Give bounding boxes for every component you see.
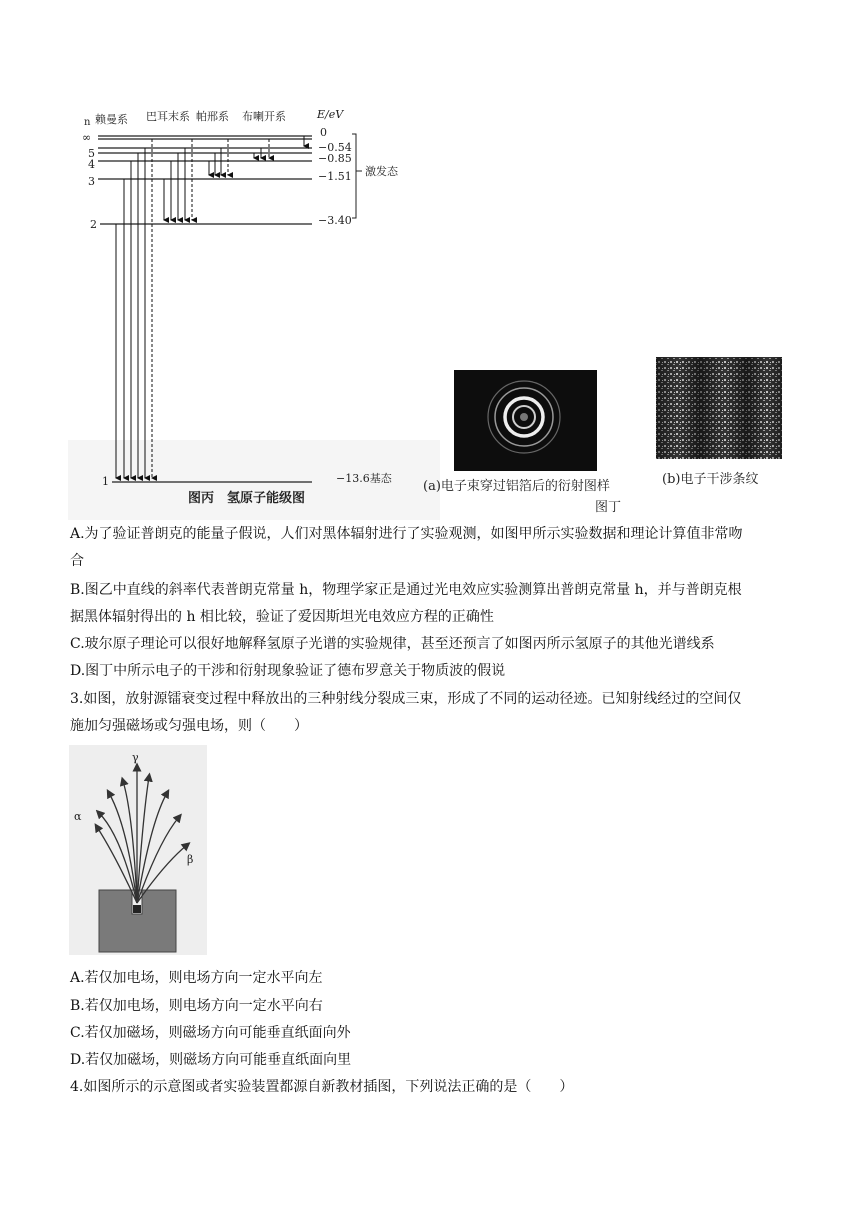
gamma-label: γ [132,751,139,764]
figure-ding-caption: 图丁 [595,500,622,515]
interference-caption: (b)电子干涉条纹 [662,472,759,487]
option-a-line1: A.为了验证普朗克的能量子假说，人们对黑体辐射进行了实验观测，如图甲所示实验数据和理论计算值非常吻 [70,526,743,542]
energy-value-5: −0.54 [318,141,352,154]
beta-label: β [187,853,194,866]
question-3-line2: 施加匀强磁场或匀强电场，则（ ） [70,718,308,734]
q3-option-d: D.若仅加磁场，则磁场方向可能垂直纸面向里 [70,1052,352,1068]
balmer-arrows [164,148,185,220]
energy-value-0: 0 [320,126,327,139]
level-label-4: 4 [88,158,95,171]
series-label-paschen: 帕邢系 [196,110,229,123]
energy-value-4: −0.85 [318,152,352,165]
lyman-arrows [116,148,145,478]
option-b-line1: B.图乙中直线的斜率代表普朗克常量 h，物理学家正是通过光电效应实验测算出普朗克常量 h，并与普朗克根 [70,582,742,598]
series-label-brackett: 布喇开系 [242,110,286,123]
q3-option-a: A.若仅加电场，则电场方向一定水平向左 [70,970,323,986]
energy-value-3: −1.51 [318,170,352,183]
energy-value-2: −3.40 [318,214,352,227]
level-label-2: 2 [90,218,97,231]
alpha-label: α [74,810,82,823]
option-a-line2: 合 [70,553,84,569]
diffraction-caption: (a)电子束穿过铝箔后的衍射图样 [423,479,610,494]
question-4: 4.如图所示的示意图或者实验装置都源自新教材插图，下列说法正确的是（ ） [70,1079,574,1095]
option-c: C.玻尔原子理论可以很好地解释氢原子光谱的实验规律，甚至还预言了如图丙所示氢原子的其他光谱线系 [70,636,715,652]
n-header: n [84,117,91,128]
decay-figure [69,745,207,955]
level-label-1: 1 [102,475,109,488]
energy-diagram-caption: 图丙 氢原子能级图 [188,491,306,506]
q3-option-b: B.若仅加电场，则电场方向一定水平向右 [70,998,323,1014]
electron-images-figure [418,355,798,517]
level-lines [98,136,312,482]
energy-axis-label: E/eV [317,108,344,121]
option-d: D.图丁中所示电子的干涉和衍射现象验证了德布罗意关于物质波的假说 [70,663,506,679]
energy-value-1: −13.6基态 [336,472,392,485]
level-label-3: 3 [88,175,95,188]
excited-state-label: 激发态 [365,165,398,178]
level-label-inf: ∞ [82,131,92,144]
question-3-line1: 3.如图，放射源镭衰变过程中释放出的三种射线分裂成三束，形成了不同的运动径迹。已知射线经过的空间仅 [70,691,742,707]
energy-level-diagram [68,100,440,520]
series-label-lyman: 赖曼系 [95,113,128,126]
level-label-5: 5 [88,147,95,160]
q3-option-c: C.若仅加磁场，则磁场方向可能垂直纸面向外 [70,1025,351,1041]
series-label-balmer: 巴耳末系 [146,110,190,123]
option-b-line2: 据黑体辐射得出的 h 相比较，验证了爱因斯坦光电效应方程的正确性 [70,609,494,625]
